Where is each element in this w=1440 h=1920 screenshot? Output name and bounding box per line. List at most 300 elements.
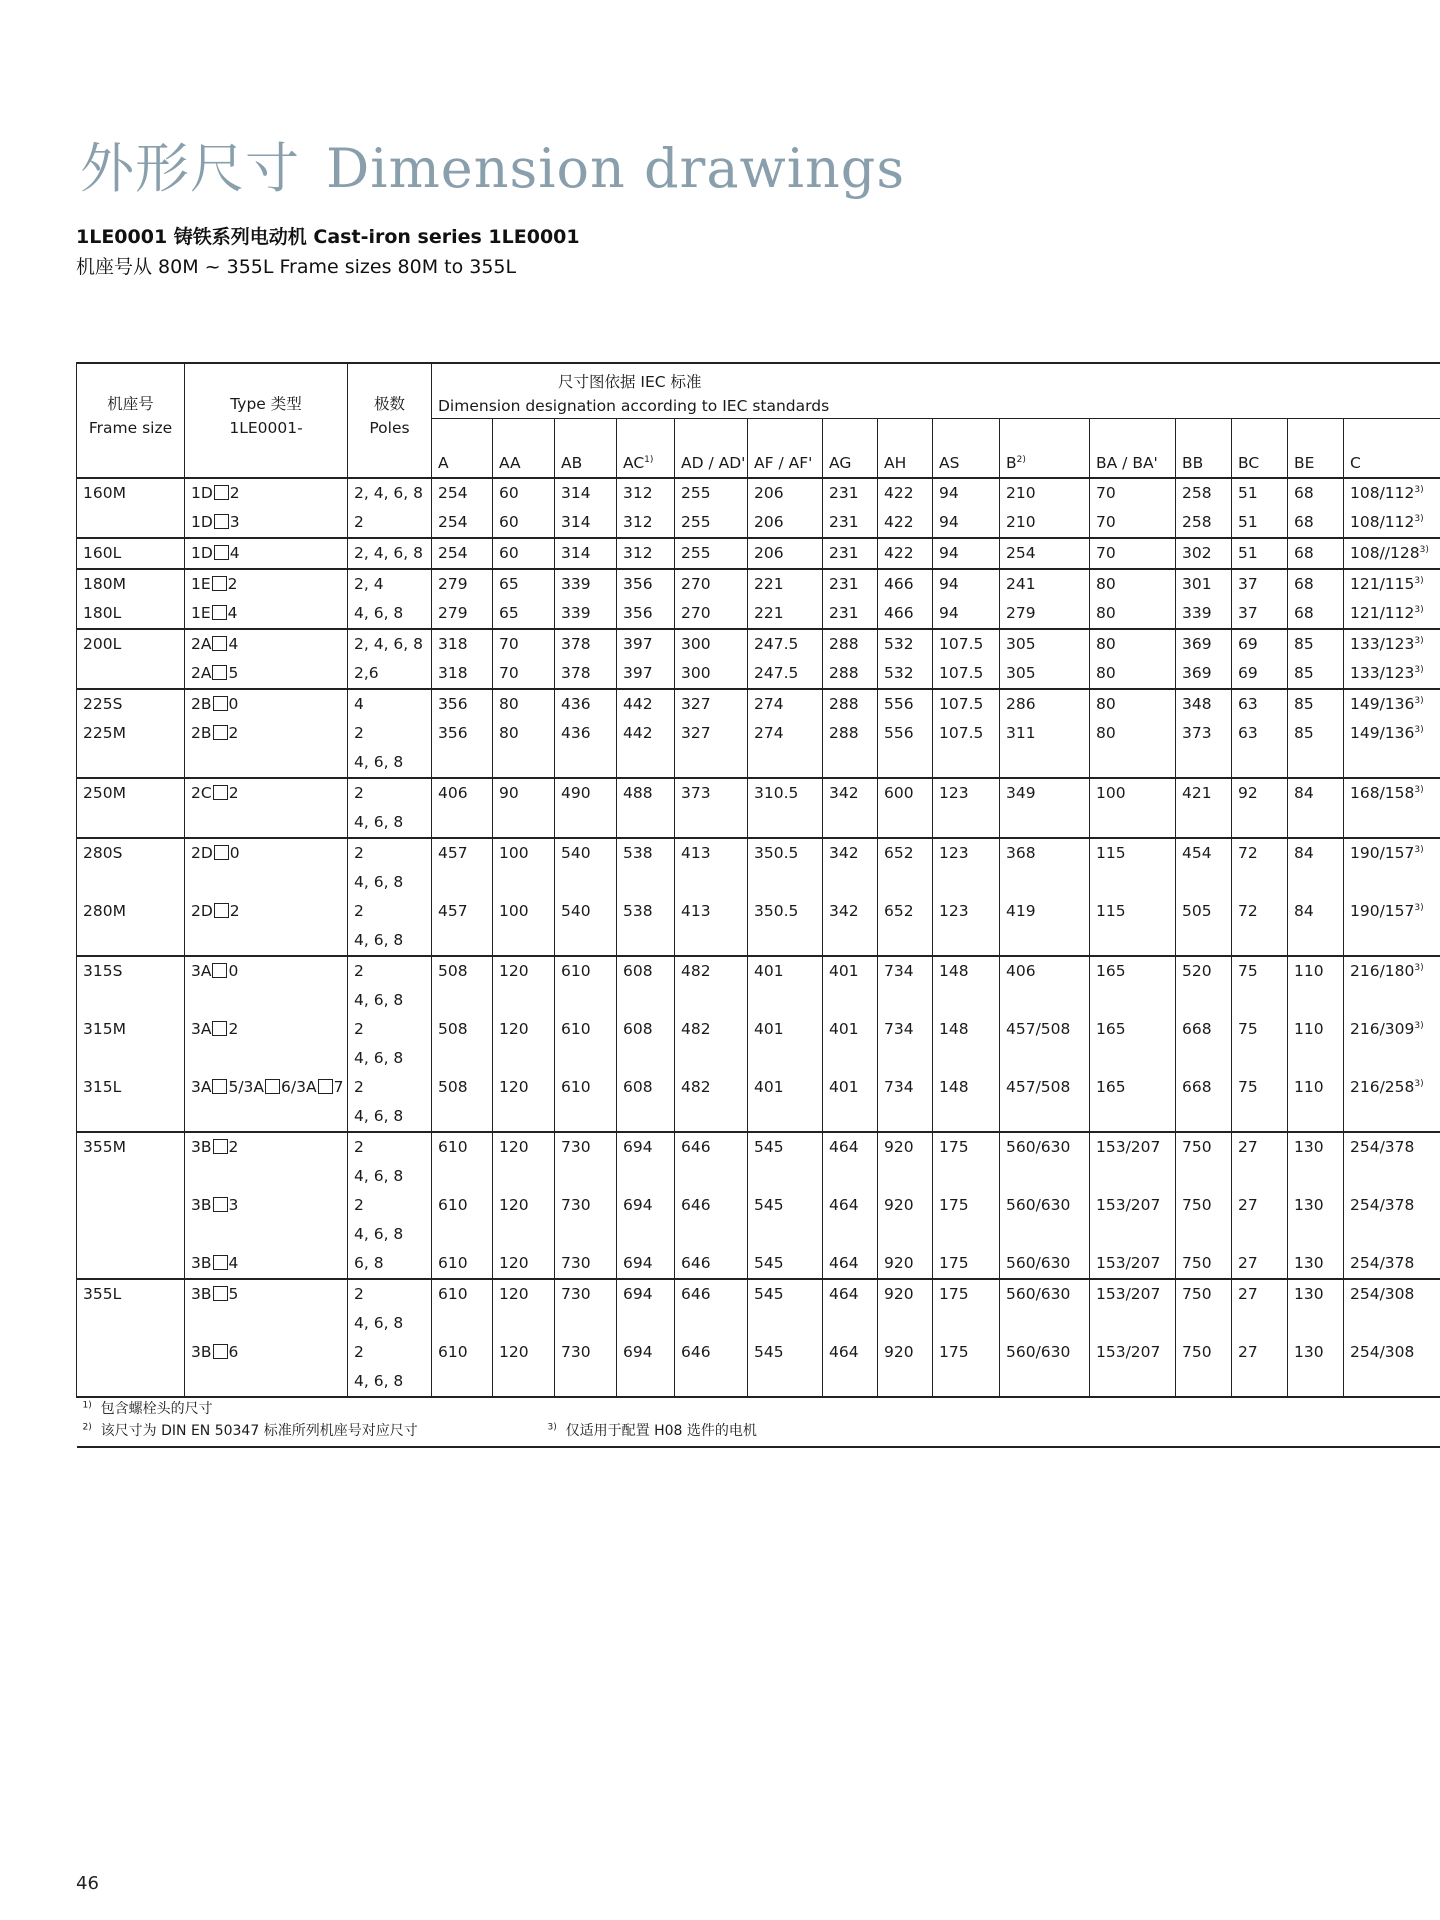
dimension-cell — [1000, 838, 1090, 868]
dimension-cell — [493, 986, 555, 1015]
c-note: 3) — [1414, 635, 1424, 646]
dimension-cell — [878, 1338, 933, 1367]
dimension-cell — [1090, 1162, 1176, 1191]
dimension-value: 520 — [1182, 962, 1212, 980]
dimension-cell — [1232, 748, 1288, 778]
dimension-value: 339 — [561, 575, 591, 593]
poles-cell: 2 — [348, 838, 432, 868]
dimension-cell — [1232, 629, 1288, 659]
dimension-cell — [1000, 986, 1090, 1015]
dimension-cell — [933, 897, 1000, 926]
frame-size-cell — [77, 1338, 185, 1367]
placeholder-box-icon — [213, 1139, 228, 1154]
dimension-cell — [823, 778, 878, 808]
dimension-value: 419 — [1006, 902, 1036, 920]
dimension-value: 94 — [939, 604, 959, 622]
dimension-value: 247.5 — [754, 664, 799, 682]
dimension-cell — [432, 808, 493, 838]
column-header: BE — [1288, 419, 1344, 479]
column-header: BB — [1176, 419, 1232, 479]
dimension-value: 274 — [754, 695, 784, 713]
dimension-value: 120 — [499, 1020, 529, 1038]
dimension-value: 920 — [884, 1343, 914, 1361]
dimension-cell — [1232, 1073, 1288, 1102]
dimension-cell — [748, 1162, 823, 1191]
dimension-value: 312 — [623, 544, 653, 562]
dimension-value: 466 — [884, 575, 914, 593]
dimension-cell — [1090, 838, 1176, 868]
dimension-value: 300 — [681, 635, 711, 653]
placeholder-box-icon — [212, 665, 227, 680]
placeholder-box-icon — [213, 1344, 228, 1359]
dimension-cell — [1176, 1015, 1232, 1044]
poles-cell: 4, 6, 8 — [348, 1220, 432, 1249]
dimension-cell — [1232, 868, 1288, 897]
dimension-cell — [1288, 868, 1344, 897]
type-suffix: 0 — [228, 962, 239, 980]
dimension-cell — [432, 508, 493, 538]
type-part: 3A — [191, 1078, 212, 1096]
dimension-value: 646 — [681, 1285, 711, 1303]
dimension-cell — [675, 1309, 748, 1338]
dimension-cell — [555, 868, 617, 897]
dimension-cell — [1176, 926, 1232, 956]
dimension-value: 369 — [1182, 635, 1212, 653]
dimension-value: 668 — [1182, 1020, 1212, 1038]
dimension-cell — [493, 808, 555, 838]
table-row — [77, 778, 1440, 808]
dimension-value: 694 — [623, 1343, 653, 1361]
placeholder-box-icon — [214, 845, 229, 860]
dimension-value: 600 — [884, 784, 914, 802]
dimension-value: 148 — [939, 962, 969, 980]
dimension-cell — [933, 748, 1000, 778]
dimension-cell — [493, 897, 555, 926]
dimension-value: 397 — [623, 664, 653, 682]
dimension-cell — [1090, 1309, 1176, 1338]
dimension-value: 610 — [438, 1138, 468, 1156]
page-title — [80, 126, 905, 203]
c-note: 3) — [1414, 1078, 1424, 1089]
frame-size-cell: 250M — [77, 778, 185, 808]
placeholder-box-icon — [214, 514, 229, 529]
frame-size-cell: 355M — [77, 1132, 185, 1162]
dimension-value: 94 — [939, 513, 959, 531]
dimension-cell — [1288, 629, 1344, 659]
dimension-cell — [617, 508, 675, 538]
dimension-value: 123 — [939, 902, 969, 920]
dimension-cell — [1232, 719, 1288, 748]
type-prefix: 2D — [191, 844, 213, 862]
dimension-cell — [933, 1162, 1000, 1191]
dimension-cell — [555, 1309, 617, 1338]
dimension-cell — [617, 538, 675, 569]
poles-cell: 2 — [348, 1015, 432, 1044]
dimension-cell — [1288, 1367, 1344, 1397]
dimension-cell — [675, 838, 748, 868]
dimension-cell — [878, 838, 933, 868]
dimension-cell — [1176, 508, 1232, 538]
dimension-cell — [933, 1249, 1000, 1279]
dimension-value: 730 — [561, 1138, 591, 1156]
dimension-cell — [823, 868, 878, 897]
dimension-value: 120 — [499, 1196, 529, 1214]
dimension-value: 314 — [561, 484, 591, 502]
dimension-cell — [1000, 778, 1090, 808]
dimension-cell — [823, 659, 878, 689]
dimension-value: 270 — [681, 575, 711, 593]
dimension-cell — [1176, 478, 1232, 508]
dimension-cell — [432, 599, 493, 629]
dimension-cell — [1288, 778, 1344, 808]
dimension-value: 556 — [884, 724, 914, 742]
poles-cell: 2 — [348, 1073, 432, 1102]
footnote-1: $^{1)}$ 包含螺栓头的尺寸 — [82, 1400, 213, 1417]
dimension-value: 668 — [1182, 1078, 1212, 1096]
dimension-cell — [878, 508, 933, 538]
dimension-cell — [748, 897, 823, 926]
dimension-cell — [432, 1162, 493, 1191]
dimension-cell — [1090, 629, 1176, 659]
dimension-cell — [933, 478, 1000, 508]
header-frame-size: 机座号 Frame size — [77, 363, 185, 478]
dimension-cell — [617, 1044, 675, 1073]
dimension-value: 442 — [623, 724, 653, 742]
dimension-value: 750 — [1182, 1285, 1212, 1303]
c-note: 3) — [1414, 604, 1424, 615]
dimension-cell — [1176, 1132, 1232, 1162]
dimension-cell — [555, 538, 617, 569]
type-cell — [185, 897, 348, 926]
type-suffix: 4 — [229, 544, 240, 562]
dimension-value: 608 — [623, 962, 653, 980]
dimension-cell — [748, 478, 823, 508]
dimension-cell — [823, 1367, 878, 1397]
column-header — [617, 419, 675, 479]
header-poles: 极数 Poles — [348, 363, 432, 478]
dimension-cell — [493, 1279, 555, 1309]
dimension-value: 100 — [1096, 784, 1126, 802]
dimension-cell — [432, 1132, 493, 1162]
dimension-cell — [933, 538, 1000, 569]
dimension-cell — [675, 689, 748, 719]
dimension-value: 540 — [561, 844, 591, 862]
dimension-cell — [432, 689, 493, 719]
type-suffix: 2 — [228, 1138, 239, 1156]
dimension-cell — [748, 1367, 823, 1397]
dimension-cell — [555, 569, 617, 599]
dimension-value: 216/309 — [1350, 1020, 1415, 1038]
dimension-value: 694 — [623, 1138, 653, 1156]
dimension-value: 312 — [623, 513, 653, 531]
table-row — [77, 986, 1440, 1015]
dimension-cell — [1090, 1132, 1176, 1162]
dimension-cell — [1232, 1044, 1288, 1073]
dimension-value: 730 — [561, 1254, 591, 1272]
dimension-cell — [1344, 1220, 1440, 1249]
type-prefix: 3A — [191, 1020, 212, 1038]
dimension-value: 190/157 — [1350, 902, 1415, 920]
dimension-cell — [933, 1191, 1000, 1220]
dimension-value: 80 — [499, 724, 519, 742]
dimension-cell — [555, 478, 617, 508]
dimension-cell — [432, 868, 493, 897]
dimension-cell — [748, 599, 823, 629]
dimension-cell — [675, 748, 748, 778]
c-note: 3) — [1414, 575, 1424, 586]
dimension-value: 288 — [829, 695, 859, 713]
dimension-value: 254/378 — [1350, 1254, 1415, 1272]
frame-size-cell: 180L — [77, 599, 185, 629]
dimension-cell — [493, 478, 555, 508]
dimension-value: 60 — [499, 513, 519, 531]
dimension-cell — [617, 1073, 675, 1102]
dimension-cell — [933, 1073, 1000, 1102]
dimension-cell — [748, 569, 823, 599]
dimension-cell — [823, 599, 878, 629]
dimension-value: 610 — [438, 1196, 468, 1214]
dimension-cell — [617, 1102, 675, 1132]
dimension-value: 301 — [1182, 575, 1212, 593]
dimension-cell — [823, 1279, 878, 1309]
frame-size-cell: 280M — [77, 897, 185, 926]
dimension-value: 37 — [1238, 575, 1258, 593]
type-cell — [185, 986, 348, 1015]
dimension-cell — [878, 778, 933, 808]
dimension-cell — [823, 1132, 878, 1162]
type-cell — [185, 956, 348, 986]
dimension-value: 68 — [1294, 513, 1314, 531]
dimension-value: 165 — [1096, 1078, 1126, 1096]
dimension-cell — [1232, 808, 1288, 838]
dimension-value: 378 — [561, 635, 591, 653]
dimension-cell — [1288, 986, 1344, 1015]
type-prefix: 1D — [191, 544, 213, 562]
dimension-cell — [933, 808, 1000, 838]
dimension-cell — [823, 1102, 878, 1132]
dimension-cell — [493, 659, 555, 689]
dimension-value: 545 — [754, 1285, 784, 1303]
poles-cell: 4, 6, 8 — [348, 1102, 432, 1132]
dimension-value: 68 — [1294, 484, 1314, 502]
dimension-cell — [1090, 689, 1176, 719]
dimension-value: 85 — [1294, 724, 1314, 742]
dimension-cell — [1000, 1102, 1090, 1132]
type-prefix: 1D — [191, 484, 213, 502]
dimension-cell — [1090, 659, 1176, 689]
dimension-cell — [823, 1220, 878, 1249]
dimension-cell — [933, 1015, 1000, 1044]
dimension-value: 610 — [561, 962, 591, 980]
dimension-value: 27 — [1238, 1196, 1258, 1214]
dimension-value: 68 — [1294, 575, 1314, 593]
type-prefix: 3B — [191, 1196, 212, 1214]
dimension-value: 356 — [623, 575, 653, 593]
type-prefix: 1D — [191, 513, 213, 531]
dimension-value: 694 — [623, 1285, 653, 1303]
dimension-value: 406 — [438, 784, 468, 802]
dimension-cell — [878, 538, 933, 569]
poles-cell: 2 — [348, 1279, 432, 1309]
frame-size-cell — [77, 659, 185, 689]
frame-size-cell: 315L — [77, 1073, 185, 1102]
dimension-cell — [878, 1044, 933, 1073]
placeholder-box-icon — [212, 963, 227, 978]
dimension-value: 120 — [499, 1254, 529, 1272]
dimension-value: 442 — [623, 695, 653, 713]
dimension-cell — [1090, 926, 1176, 956]
dimension-value: 107.5 — [939, 724, 984, 742]
dimension-cell — [878, 986, 933, 1015]
dimension-cell — [1176, 748, 1232, 778]
title-cn: 外形尺寸 — [80, 137, 300, 200]
dimension-cell — [617, 599, 675, 629]
poles-cell: 2 — [348, 1338, 432, 1367]
column-header: AA — [493, 419, 555, 479]
dimension-cell — [1232, 926, 1288, 956]
dimension-cell — [1232, 1309, 1288, 1338]
dimension-cell — [432, 569, 493, 599]
column-header: BA / BA' — [1090, 419, 1176, 479]
type-cell — [185, 1073, 348, 1102]
dimension-value: 305 — [1006, 664, 1036, 682]
dimension-value: 920 — [884, 1138, 914, 1156]
dimension-cell — [617, 1309, 675, 1338]
dimension-cell — [1090, 599, 1176, 629]
dimension-cell — [555, 659, 617, 689]
dimension-cell — [823, 986, 878, 1015]
dimension-cell — [675, 897, 748, 926]
dimension-cell — [1232, 897, 1288, 926]
dimension-cell — [617, 478, 675, 508]
table-row — [77, 808, 1440, 838]
dimension-cell — [555, 748, 617, 778]
dimension-cell — [617, 569, 675, 599]
dimension-value: 342 — [829, 902, 859, 920]
dimension-cell — [555, 599, 617, 629]
dimension-value: 241 — [1006, 575, 1036, 593]
dimension-cell — [1232, 956, 1288, 986]
dimension-value: 37 — [1238, 604, 1258, 622]
dimension-cell — [675, 629, 748, 659]
dimension-value: 646 — [681, 1343, 711, 1361]
dimension-cell — [555, 1102, 617, 1132]
dimension-value: 254/378 — [1350, 1196, 1415, 1214]
table-row — [77, 1367, 1440, 1397]
dimension-cell — [617, 956, 675, 986]
dimension-cell — [1344, 1367, 1440, 1397]
dimension-cell — [933, 659, 1000, 689]
dimension-cell — [617, 1249, 675, 1279]
poles-cell: 4, 6, 8 — [348, 1162, 432, 1191]
column-header: C — [1344, 419, 1440, 479]
dimension-value: 121/115 — [1350, 575, 1415, 593]
dimension-cell — [432, 1073, 493, 1102]
dimension-value: 27 — [1238, 1285, 1258, 1303]
type-cell — [185, 1044, 348, 1073]
dimension-cell — [432, 956, 493, 986]
type-prefix: 2C — [191, 784, 212, 802]
dimension-cell — [823, 1162, 878, 1191]
poles-cell: 4, 6, 8 — [348, 926, 432, 956]
dimension-cell — [1176, 1309, 1232, 1338]
dimension-cell — [1000, 569, 1090, 599]
poles-cell: 2, 4 — [348, 569, 432, 599]
dimension-cell — [748, 1044, 823, 1073]
dimension-cell — [617, 1162, 675, 1191]
dimension-value: 120 — [499, 962, 529, 980]
c-note: 3) — [1419, 544, 1429, 555]
type-cell — [185, 1249, 348, 1279]
dimension-cell — [1344, 689, 1440, 719]
type-part: 5/3A — [228, 1078, 265, 1096]
dimension-value: 560/630 — [1006, 1343, 1071, 1361]
placeholder-box-icon — [212, 1021, 227, 1036]
dimension-value: 153/207 — [1096, 1254, 1161, 1272]
dimension-cell — [1232, 1338, 1288, 1367]
dimension-cell — [675, 868, 748, 897]
dimension-value: 610 — [438, 1285, 468, 1303]
dimension-value: 505 — [1182, 902, 1212, 920]
dimension-cell — [823, 1073, 878, 1102]
dimension-cell — [1176, 569, 1232, 599]
dimension-cell — [1232, 986, 1288, 1015]
dimension-cell — [432, 1191, 493, 1220]
dimension-cell — [1232, 478, 1288, 508]
dimension-cell — [1176, 689, 1232, 719]
dimension-cell — [617, 1338, 675, 1367]
dimension-cell — [617, 1132, 675, 1162]
dimension-cell — [878, 1220, 933, 1249]
type-suffix: 2 — [228, 784, 239, 802]
frame-size-cell — [77, 808, 185, 838]
dimension-cell — [823, 719, 878, 748]
type-cell — [185, 1162, 348, 1191]
dimension-cell — [1176, 897, 1232, 926]
dimension-cell — [748, 956, 823, 986]
type-cell — [185, 719, 348, 748]
table-row — [77, 897, 1440, 926]
dimension-value: 254/378 — [1350, 1138, 1415, 1156]
dimension-cell — [1000, 748, 1090, 778]
dimension-cell — [1000, 1367, 1090, 1397]
dimension-value: 69 — [1238, 664, 1258, 682]
dimension-cell — [1176, 1044, 1232, 1073]
table-row — [77, 1309, 1440, 1338]
dimension-cell — [1090, 1073, 1176, 1102]
dimension-value: 750 — [1182, 1196, 1212, 1214]
dimension-cell — [878, 1367, 933, 1397]
table-row — [77, 569, 1440, 599]
type-cell — [185, 748, 348, 778]
type-cell — [185, 868, 348, 897]
dimension-cell — [1232, 1015, 1288, 1044]
dimension-value: 750 — [1182, 1343, 1212, 1361]
dimension-cell — [555, 1249, 617, 1279]
dimension-cell — [493, 1367, 555, 1397]
type-suffix: 3 — [229, 513, 240, 531]
poles-cell: 2,6 — [348, 659, 432, 689]
dimension-cell — [493, 1309, 555, 1338]
dimension-cell — [1176, 659, 1232, 689]
dimension-cell — [878, 897, 933, 926]
dimension-cell — [1288, 926, 1344, 956]
header-type: Type 类型 1LE0001- — [185, 363, 348, 478]
dimension-cell — [1344, 1132, 1440, 1162]
column-header: AF / AF' — [748, 419, 823, 479]
dimension-cell — [1000, 1279, 1090, 1309]
dimension-value: 72 — [1238, 844, 1258, 862]
